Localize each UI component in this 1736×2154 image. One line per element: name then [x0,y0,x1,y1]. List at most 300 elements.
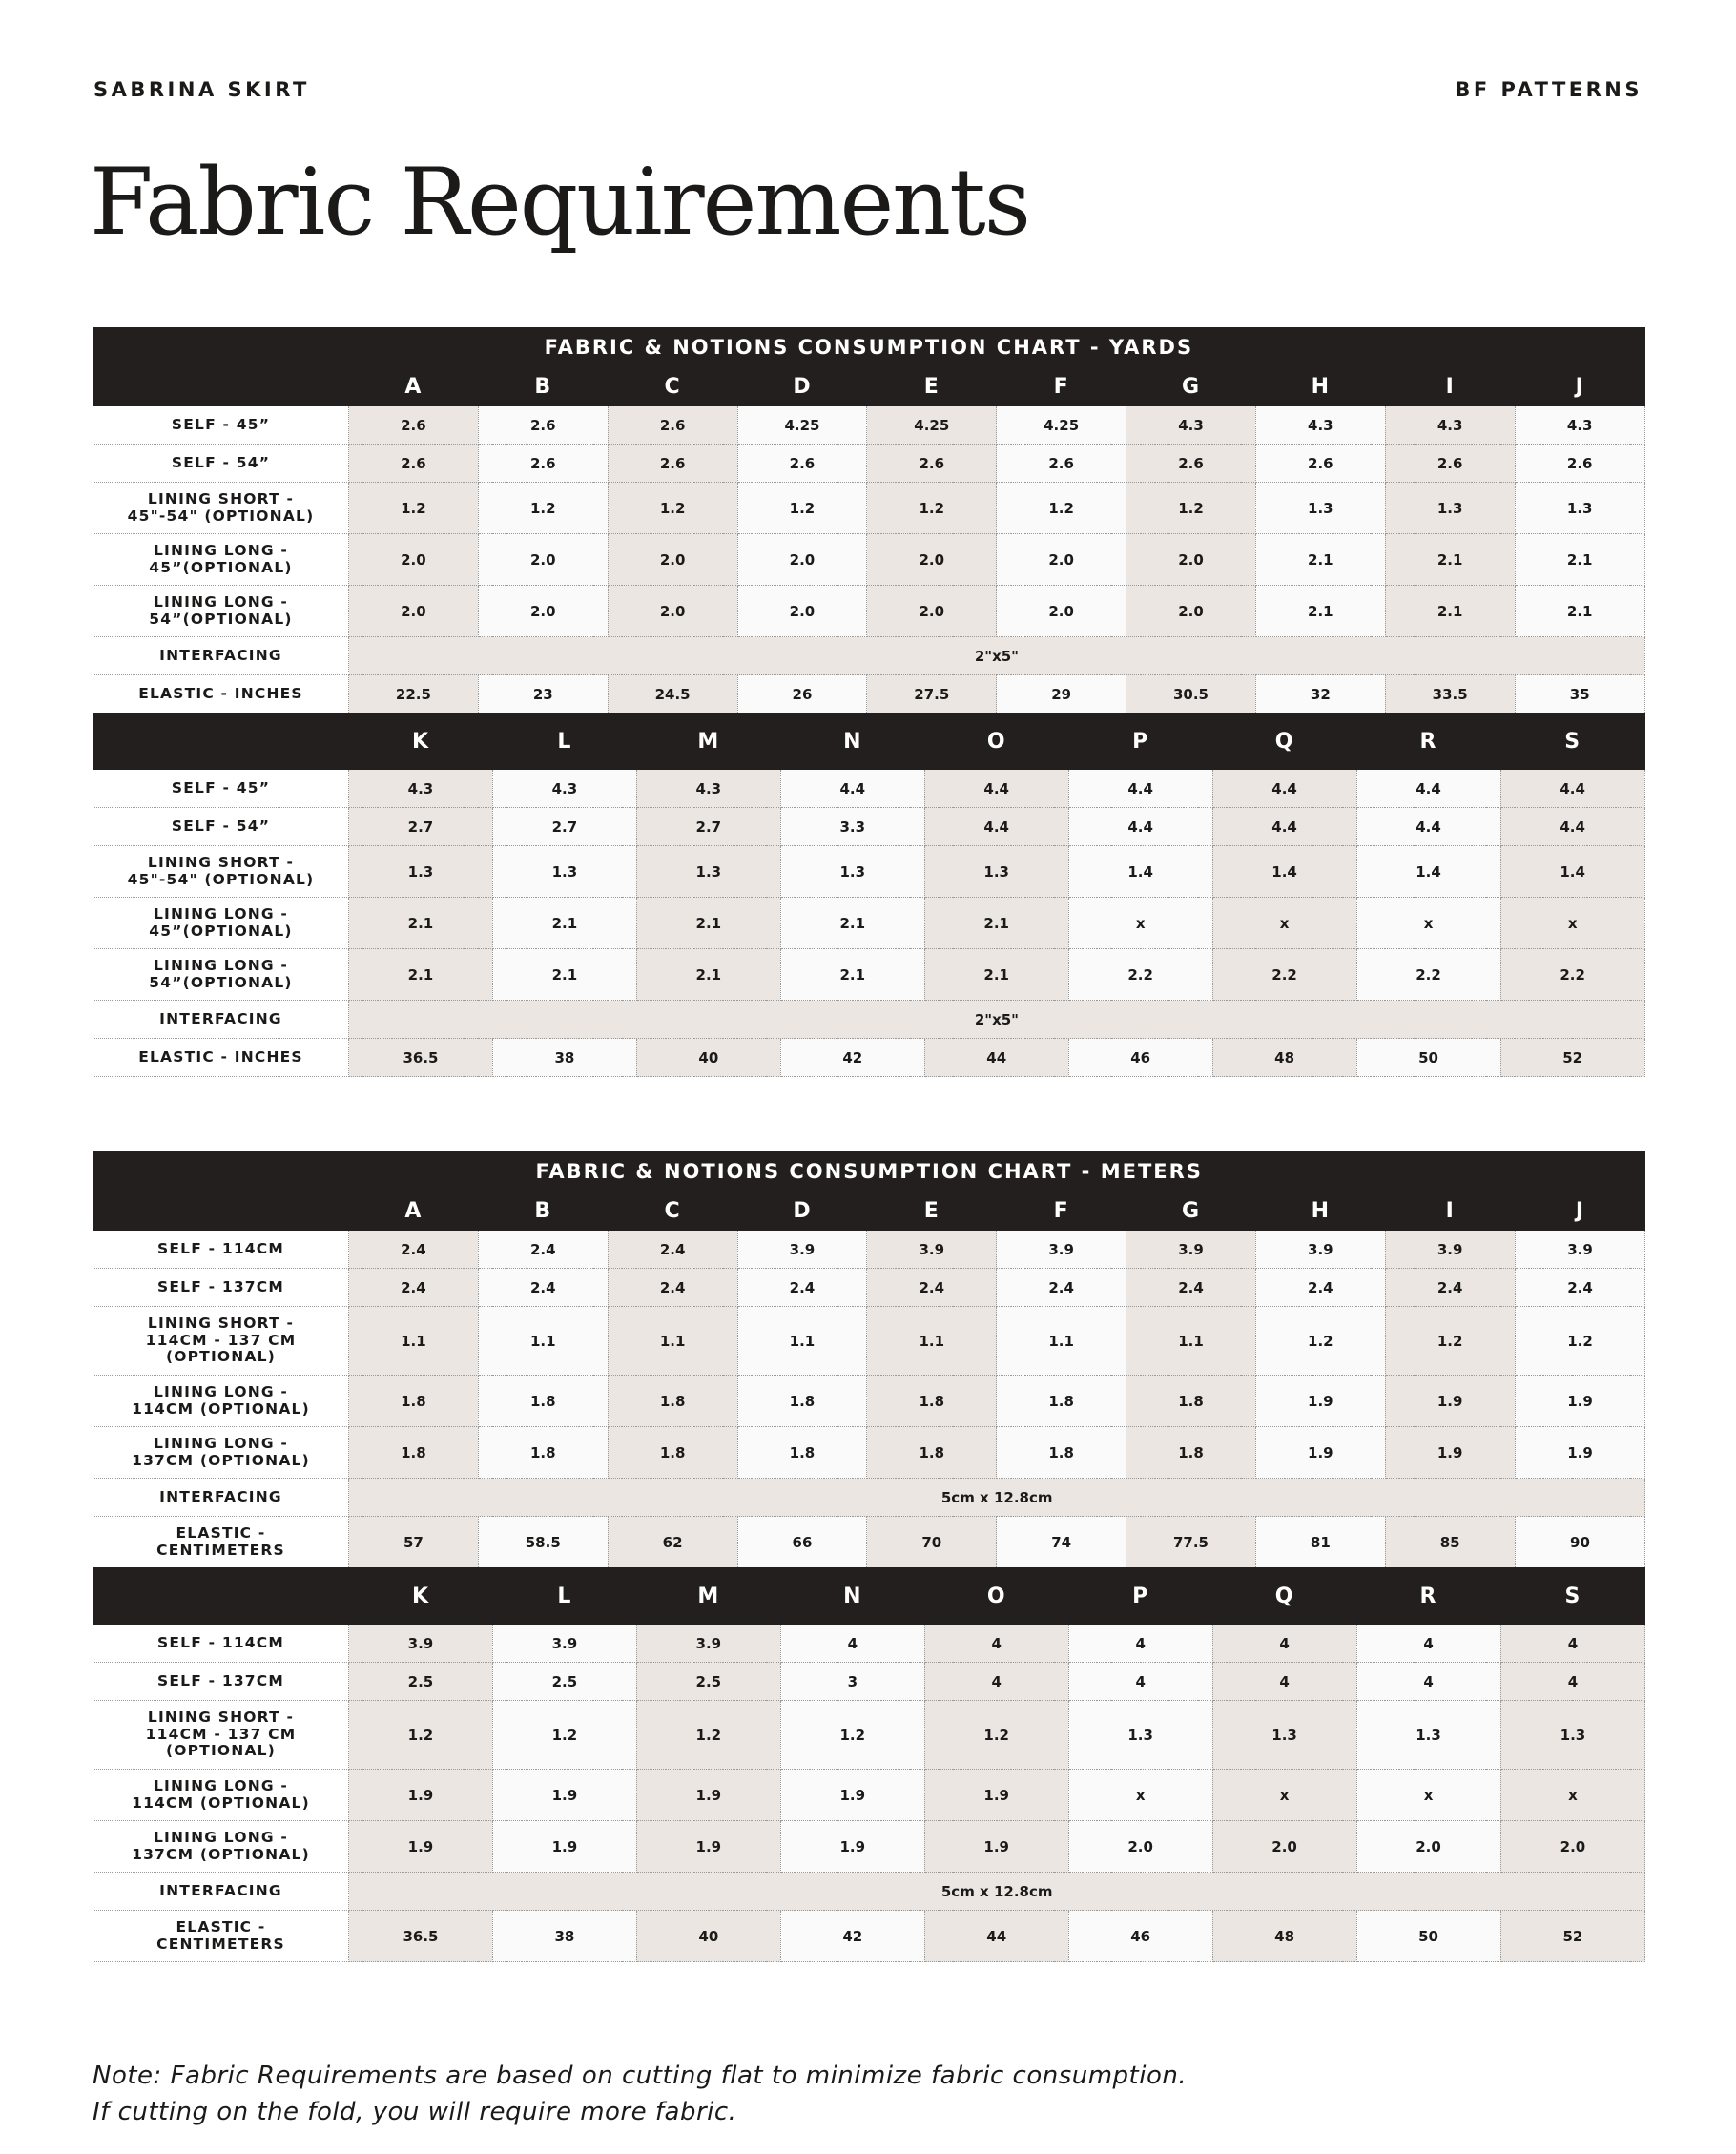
row-label: LINING LONG - 54”(OPTIONAL) [93,949,349,1001]
value-cell-r: 4 [1356,1625,1500,1663]
value-cell-g: 1.2 [1126,483,1256,534]
value-cell-b: 1.8 [478,1427,608,1479]
row-label: SELF - 45” [93,770,349,808]
value-cell-h: 81 [1255,1517,1385,1568]
value-cell-a: 22.5 [349,675,479,714]
row-label: LINING LONG - 137CM (OPTIONAL) [93,1427,349,1479]
value-cell-b: 2.4 [478,1269,608,1307]
value-cell-l: 38 [492,1911,636,1962]
value-cell-o: 44 [924,1039,1068,1077]
size-header-n: N [780,1568,924,1625]
value-cell-i: 85 [1385,1517,1515,1568]
value-cell-q: 4.4 [1212,808,1356,846]
size-header-e: E [867,1191,997,1231]
meters-chart [93,1151,1644,1962]
row-label: LINING SHORT - 45"-54" (OPTIONAL) [93,483,349,534]
size-header-f: F [997,367,1126,406]
value-cell-l: 2.1 [492,898,636,949]
value-cell-k: 2.7 [349,808,493,846]
row-lining-short-45-54-optional [93,483,1645,534]
row-label: ELASTIC - CENTIMETERS [93,1911,349,1962]
chart-title-row [93,328,1645,367]
value-cell-f: 1.2 [997,483,1126,534]
value-cell-h: 2.1 [1255,586,1385,637]
value-cell-c: 2.6 [608,406,737,445]
size-header-c: C [608,1191,737,1231]
value-cell-p: x [1068,1770,1212,1821]
value-cell-g: 77.5 [1126,1517,1256,1568]
value-cell-o: 4 [924,1663,1068,1701]
size-header-k: K [349,714,493,770]
size-header-h: H [1255,1191,1385,1231]
row-self-54 [93,808,1645,846]
value-cell-e: 2.4 [867,1269,997,1307]
size-header-b: B [478,1191,608,1231]
size-header-corner [93,1568,349,1625]
value-cell-j: 2.4 [1515,1269,1645,1307]
value-cell-q: 4 [1212,1625,1356,1663]
value-cell-f: 1.8 [997,1376,1126,1427]
value-cell-d: 1.8 [737,1376,867,1427]
value-cell-f: 2.0 [997,534,1126,586]
value-cell-p: 46 [1068,1911,1212,1962]
value-cell-i: 3.9 [1385,1231,1515,1269]
value-cell-b: 2.0 [478,534,608,586]
value-cell-o: 4.4 [924,770,1068,808]
value-cell-d: 66 [737,1517,867,1568]
value-cell-q: 2.0 [1212,1821,1356,1873]
size-header-r: R [1356,1568,1500,1625]
value-cell-n: 2.1 [780,898,924,949]
value-cell-e: 1.1 [867,1307,997,1376]
value-cell-m: 2.1 [636,898,780,949]
size-header-a: A [349,367,479,406]
value-cell-a: 1.2 [349,483,479,534]
value-cell-i: 2.6 [1385,445,1515,483]
value-cell-i: 33.5 [1385,675,1515,714]
value-cell-a: 2.0 [349,586,479,637]
size-header-row [93,367,1645,406]
value-cell-g: 1.1 [1126,1307,1256,1376]
value-cell-e: 2.6 [867,445,997,483]
value-cell-k: 36.5 [349,1039,493,1077]
size-header-m: M [636,714,780,770]
value-cell-g: 3.9 [1126,1231,1256,1269]
value-cell-b: 23 [478,675,608,714]
value-cell-q: 4 [1212,1663,1356,1701]
value-cell-k: 1.2 [349,1701,493,1770]
value-cell-p: 46 [1068,1039,1212,1077]
row-label: INTERFACING [93,1873,349,1911]
value-cell-p: 1.3 [1068,1701,1212,1770]
value-cell-o: 4.4 [924,808,1068,846]
value-cell-g: 2.4 [1126,1269,1256,1307]
row-lining-long-54-optional [93,586,1645,637]
value-cell-n: 42 [780,1039,924,1077]
brand-name: BF PATTERNS [1455,78,1643,101]
value-cell-d: 4.25 [737,406,867,445]
value-cell-r: 4 [1356,1663,1500,1701]
value-cell-m: 40 [636,1911,780,1962]
value-cell-e: 1.8 [867,1376,997,1427]
size-header-a: A [349,1191,479,1231]
value-cell-c: 24.5 [608,675,737,714]
size-header-h: H [1255,367,1385,406]
value-cell-k: 2.5 [349,1663,493,1701]
value-cell-e: 2.0 [867,534,997,586]
row-self-45 [93,406,1645,445]
value-cell-p: 2.2 [1068,949,1212,1001]
value-cell-s: 1.3 [1500,1701,1645,1770]
value-cell-j: 2.1 [1515,586,1644,637]
size-header-corner [93,367,349,406]
row-lining-long-114cm-optional [93,1770,1645,1821]
page-title: Fabric Requirements [90,149,1029,256]
row-self-137cm [93,1269,1645,1307]
value-cell-d: 2.6 [737,445,867,483]
size-header-f: F [997,1191,1126,1231]
value-cell-d: 1.2 [737,483,867,534]
value-cell-n: 1.9 [780,1770,924,1821]
value-cell-j: 1.9 [1515,1427,1645,1479]
chart-title: FABRIC & NOTIONS CONSUMPTION CHART - YARDS [93,328,1645,367]
value-cell-e: 1.8 [867,1427,997,1479]
row-label: LINING LONG - 114CM (OPTIONAL) [93,1770,349,1821]
value-cell-c: 2.0 [608,586,737,637]
value-cell-c: 62 [608,1517,737,1568]
value-cell-d: 26 [737,675,867,714]
value-cell-j: 35 [1515,675,1644,714]
row-interfacing [93,637,1645,675]
value-cell-h: 3.9 [1255,1231,1385,1269]
size-header-l: L [492,1568,636,1625]
size-header-corner [93,1191,349,1231]
size-header-p: P [1068,1568,1212,1625]
value-cell-p: 2.0 [1068,1821,1212,1873]
value-cell-s: 1.4 [1500,846,1644,898]
value-cell-h: 2.1 [1255,534,1385,586]
size-header-row [93,714,1645,770]
value-cell-s: 2.2 [1500,949,1644,1001]
row-label: ELASTIC - CENTIMETERS [93,1517,349,1568]
value-cell-q: 1.3 [1212,1701,1356,1770]
row-self-114cm [93,1625,1645,1663]
value-cell-n: 4.4 [780,770,924,808]
value-cell-p: 4.4 [1068,770,1212,808]
chart-title-row [93,1152,1645,1191]
value-cell-c: 1.2 [608,483,737,534]
row-lining-long-137cm-optional [93,1427,1645,1479]
value-cell-b: 58.5 [478,1517,608,1568]
size-header-b: B [478,367,608,406]
value-cell-h: 2.4 [1255,1269,1385,1307]
value-cell-j: 90 [1515,1517,1645,1568]
value-cell-s: 52 [1500,1911,1645,1962]
row-self-137cm [93,1663,1645,1701]
value-cell-l: 1.9 [492,1770,636,1821]
value-cell-m: 1.9 [636,1770,780,1821]
value-cell-m: 1.9 [636,1821,780,1873]
value-cell-m: 3.9 [636,1625,780,1663]
value-cell-f: 4.25 [997,406,1126,445]
value-cell-j: 2.6 [1515,445,1644,483]
row-lining-long-45-optional [93,534,1645,586]
value-cell-l: 2.7 [492,808,636,846]
row-lining-long-54-optional [93,949,1645,1001]
value-cell-p: x [1068,898,1212,949]
row-self-45 [93,770,1645,808]
value-cell-f: 2.0 [997,586,1126,637]
value-cell-o: 1.3 [924,846,1068,898]
value-cell-r: 4.4 [1356,770,1500,808]
size-header-g: G [1126,367,1256,406]
size-header-d: D [737,367,867,406]
value-cell-k: 1.3 [349,846,493,898]
value-cell-n: 2.1 [780,949,924,1001]
value-cell-i: 2.4 [1385,1269,1515,1307]
value-cell-s: 2.0 [1500,1821,1645,1873]
value-cell-a: 2.6 [349,445,479,483]
value-cell-c: 2.0 [608,534,737,586]
row-lining-long-114cm-optional [93,1376,1645,1427]
value-cell-c: 2.4 [608,1269,737,1307]
value-cell-s: 4 [1500,1625,1645,1663]
value-cell-b: 2.0 [478,586,608,637]
value-cell-f: 1.8 [997,1427,1126,1479]
value-cell-o: 4 [924,1625,1068,1663]
value-cell-j: 3.9 [1515,1231,1645,1269]
value-cell-l: 1.9 [492,1821,636,1873]
row-label: LINING LONG - 45”(OPTIONAL) [93,898,349,949]
value-cell-s: x [1500,1770,1645,1821]
value-cell-n: 3 [780,1663,924,1701]
row-label: LINING LONG - 45”(OPTIONAL) [93,534,349,586]
value-cell-e: 70 [867,1517,997,1568]
value-cell-p: 1.4 [1068,846,1212,898]
value-cell-l: 2.5 [492,1663,636,1701]
meters-table [93,1151,1645,1962]
row-interfacing [93,1479,1645,1517]
size-header-p: P [1068,714,1212,770]
size-header-r: R [1356,714,1500,770]
row-label: ELASTIC - INCHES [93,675,349,714]
value-cell-n: 1.2 [780,1701,924,1770]
row-lining-short-45-54-optional [93,846,1645,898]
size-header-i: I [1385,1191,1515,1231]
value-cell-q: 48 [1212,1039,1356,1077]
value-cell-k: 1.9 [349,1821,493,1873]
value-cell-o: 1.2 [924,1701,1068,1770]
value-cell-s: x [1500,898,1644,949]
value-cell-r: 1.3 [1356,1701,1500,1770]
row-self-114cm [93,1231,1645,1269]
value-cell-r: 50 [1356,1911,1500,1962]
value-cell-a: 2.4 [349,1269,479,1307]
row-lining-long-137cm-optional [93,1821,1645,1873]
value-cell-i: 1.2 [1385,1307,1515,1376]
value-cell-f: 1.1 [997,1307,1126,1376]
size-header-q: Q [1212,1568,1356,1625]
interfacing-value: 2"x5" [349,637,1645,675]
value-cell-g: 30.5 [1126,675,1256,714]
value-cell-h: 1.2 [1255,1307,1385,1376]
value-cell-q: x [1212,1770,1356,1821]
value-cell-l: 4.3 [492,770,636,808]
row-label: LINING LONG - 137CM (OPTIONAL) [93,1821,349,1873]
value-cell-m: 40 [636,1039,780,1077]
size-header-c: C [608,367,737,406]
row-elastic-centimeters [93,1911,1645,1962]
size-header-n: N [780,714,924,770]
value-cell-k: 3.9 [349,1625,493,1663]
value-cell-r: 2.0 [1356,1821,1500,1873]
row-elastic-inches [93,1039,1645,1077]
value-cell-d: 2.4 [737,1269,867,1307]
value-cell-c: 1.8 [608,1427,737,1479]
value-cell-a: 2.6 [349,406,479,445]
value-cell-s: 4 [1500,1663,1645,1701]
row-label: LINING SHORT - 114CM - 137 CM (OPTIONAL) [93,1701,349,1770]
value-cell-a: 57 [349,1517,479,1568]
value-cell-r: 1.4 [1356,846,1500,898]
value-cell-g: 1.8 [1126,1376,1256,1427]
value-cell-e: 1.2 [867,483,997,534]
value-cell-s: 4.4 [1500,770,1644,808]
value-cell-f: 74 [997,1517,1126,1568]
value-cell-d: 3.9 [737,1231,867,1269]
value-cell-r: 50 [1356,1039,1500,1077]
value-cell-b: 2.6 [478,445,608,483]
value-cell-o: 1.9 [924,1821,1068,1873]
value-cell-i: 2.1 [1385,586,1515,637]
value-cell-j: 4.3 [1515,406,1644,445]
size-header-j: J [1515,367,1644,406]
value-cell-r: x [1356,898,1500,949]
value-cell-h: 32 [1255,675,1385,714]
row-lining-short-114cm-137-cm-optional [93,1701,1645,1770]
row-self-54 [93,445,1645,483]
size-header-s: S [1500,714,1644,770]
value-cell-h: 1.9 [1255,1376,1385,1427]
value-cell-q: 4.4 [1212,770,1356,808]
value-cell-d: 2.0 [737,586,867,637]
value-cell-c: 1.1 [608,1307,737,1376]
row-label: LINING SHORT - 114CM - 137 CM (OPTIONAL) [93,1307,349,1376]
row-elastic-inches [93,675,1645,714]
value-cell-g: 1.8 [1126,1427,1256,1479]
value-cell-g: 4.3 [1126,406,1256,445]
row-label: INTERFACING [93,1479,349,1517]
value-cell-r: 2.2 [1356,949,1500,1001]
value-cell-g: 2.0 [1126,534,1256,586]
value-cell-h: 1.9 [1255,1427,1385,1479]
size-header-corner [93,714,349,770]
value-cell-a: 1.1 [349,1307,479,1376]
size-header-d: D [737,1191,867,1231]
size-header-o: O [924,714,1068,770]
value-cell-i: 1.3 [1385,483,1515,534]
row-label: SELF - 137CM [93,1663,349,1701]
value-cell-k: 2.1 [349,898,493,949]
row-label: SELF - 54” [93,445,349,483]
value-cell-o: 44 [924,1911,1068,1962]
value-cell-h: 1.3 [1255,483,1385,534]
value-cell-m: 2.5 [636,1663,780,1701]
value-cell-n: 1.3 [780,846,924,898]
value-cell-c: 1.8 [608,1376,737,1427]
value-cell-m: 1.2 [636,1701,780,1770]
row-label: SELF - 45” [93,406,349,445]
value-cell-i: 1.9 [1385,1427,1515,1479]
value-cell-f: 2.4 [997,1269,1126,1307]
row-label: SELF - 54” [93,808,349,846]
value-cell-n: 1.9 [780,1821,924,1873]
value-cell-s: 4.4 [1500,808,1644,846]
value-cell-e: 3.9 [867,1231,997,1269]
size-header-m: M [636,1568,780,1625]
value-cell-i: 2.1 [1385,534,1515,586]
row-label: INTERFACING [93,637,349,675]
chart-title: FABRIC & NOTIONS CONSUMPTION CHART - METERS [93,1152,1645,1191]
value-cell-a: 2.0 [349,534,479,586]
value-cell-b: 1.8 [478,1376,608,1427]
value-cell-i: 4.3 [1385,406,1515,445]
value-cell-j: 1.9 [1515,1376,1645,1427]
value-cell-j: 1.3 [1515,483,1644,534]
size-header-o: O [924,1568,1068,1625]
value-cell-p: 4 [1068,1663,1212,1701]
value-cell-g: 2.0 [1126,586,1256,637]
value-cell-n: 3.3 [780,808,924,846]
value-cell-m: 4.3 [636,770,780,808]
value-cell-q: x [1212,898,1356,949]
value-cell-m: 1.3 [636,846,780,898]
value-cell-k: 1.9 [349,1770,493,1821]
size-header-s: S [1500,1568,1645,1625]
fabric-note [93,2058,1187,2130]
row-lining-long-45-optional [93,898,1645,949]
row-label: LINING LONG - 54”(OPTIONAL) [93,586,349,637]
value-cell-e: 2.0 [867,586,997,637]
row-label: ELASTIC - INCHES [93,1039,349,1077]
value-cell-c: 2.4 [608,1231,737,1269]
note-line-2: If cutting on the fold, you will require more fabric. [93,2098,737,2126]
row-label: INTERFACING [93,1001,349,1039]
value-cell-l: 2.1 [492,949,636,1001]
value-cell-d: 1.1 [737,1307,867,1376]
value-cell-m: 2.1 [636,949,780,1001]
value-cell-r: x [1356,1770,1500,1821]
size-header-row [93,1191,1645,1231]
size-header-q: Q [1212,714,1356,770]
value-cell-p: 4.4 [1068,808,1212,846]
size-header-g: G [1126,1191,1256,1231]
row-interfacing [93,1001,1645,1039]
row-label: SELF - 114CM [93,1625,349,1663]
value-cell-a: 1.8 [349,1376,479,1427]
value-cell-l: 3.9 [492,1625,636,1663]
value-cell-o: 2.1 [924,949,1068,1001]
value-cell-b: 2.6 [478,406,608,445]
value-cell-h: 4.3 [1255,406,1385,445]
value-cell-m: 2.7 [636,808,780,846]
row-label: LINING LONG - 114CM (OPTIONAL) [93,1376,349,1427]
size-header-row [93,1568,1645,1625]
interfacing-value: 2"x5" [349,1001,1645,1039]
value-cell-b: 1.1 [478,1307,608,1376]
value-cell-l: 1.2 [492,1701,636,1770]
row-label: LINING SHORT - 45"-54" (OPTIONAL) [93,846,349,898]
